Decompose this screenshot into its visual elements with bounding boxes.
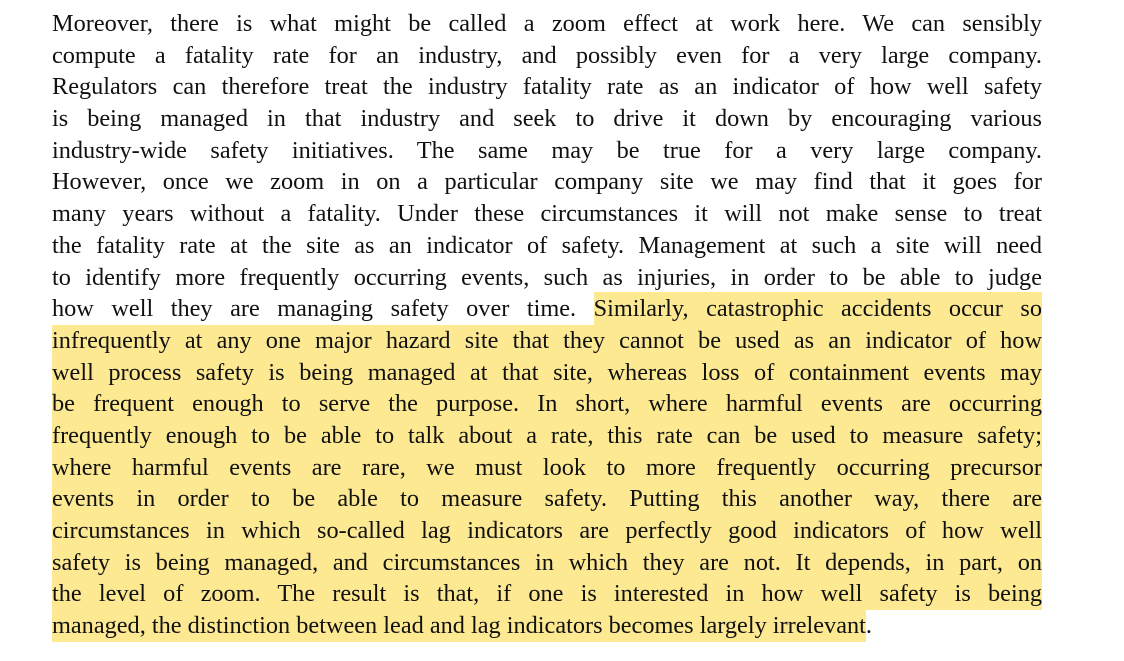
text-line [52,325,1042,357]
highlighted-text: frequently enough to be able to talk about a rate, this rate can be used to measure safety; [52,421,1042,449]
text-line [52,71,1042,103]
highlighted-text: infrequently at any one major hazard site that they cannot be used as an indicator of how [52,326,1042,354]
highlighted-text: where harmful events are rare, we must look to more frequently occurring precursor [52,453,1042,481]
document-paragraph [52,8,1042,642]
text-line [52,610,1042,642]
text-line [52,230,1042,262]
text-segment: . [865,612,872,640]
text-segment: the fatality rate at the site as an indicator of safety. Management at such a site will need [52,231,1042,259]
text-segment: However, once we zoom in on a particular company site we may find that it goes for [52,168,1042,196]
text-line [52,8,1042,40]
text-segment: is being managed in that industry and seek to drive it down by encouraging various [52,105,1042,133]
text-line [52,483,1042,515]
text-line [52,357,1042,389]
text-line [52,578,1042,610]
highlighted-text: the level of zoom. The result is that, if one is interested in how well safety is being [52,580,1042,608]
text-line [52,388,1042,420]
text-line [52,40,1042,72]
highlighted-text: be frequent enough to serve the purpose. In short, where harmful events are occurring [52,390,1042,418]
text-line [52,420,1042,452]
highlighted-text: well process safety is being managed at that site, whereas loss of containment events may [52,358,1042,386]
highlighted-text: events in order to be able to measure safety. Putting this another way, there are [52,485,1042,513]
text-line [52,515,1042,547]
highlighted-text: circumstances in which so-called lag indicators are perfectly good indicators of how well [52,517,1042,544]
text-line [52,103,1042,135]
text-line [52,198,1042,230]
text-line [52,293,1042,325]
text-segment: Moreover, there is what might be called a zoom effect at work here. We can sensibly [52,10,1042,37]
highlighted-text: safety is being managed, and circumstances in which they are not. It depends, in part, on [52,548,1042,576]
text-segment: Regulators can therefore treat the industry fatality rate as an indicator of how well safety [52,73,1042,101]
text-segment: to identify more frequently occurring events, such as injuries, in order to be able to judge [52,263,1042,291]
text-segment: compute a fatality rate for an industry, and possibly even for a very large company. [52,41,1042,69]
highlighted-text: Similarly, catastrophic accidents occur so [594,292,1042,325]
text-segment: industry-wide safety initiatives. The same may be true for a very large company. [52,136,1042,164]
text-line [52,547,1042,579]
text-line [52,452,1042,484]
text-line [52,166,1042,198]
text-segment: many years without a fatality. Under these circumstances it will not make sense to treat [52,200,1042,228]
text-line [52,135,1042,167]
text-segment: how well they are managing safety over time. [52,295,594,323]
highlighted-text: managed, the distinction between lead and lag indicators becomes largely irrelevant [52,609,866,642]
text-line [52,262,1042,294]
